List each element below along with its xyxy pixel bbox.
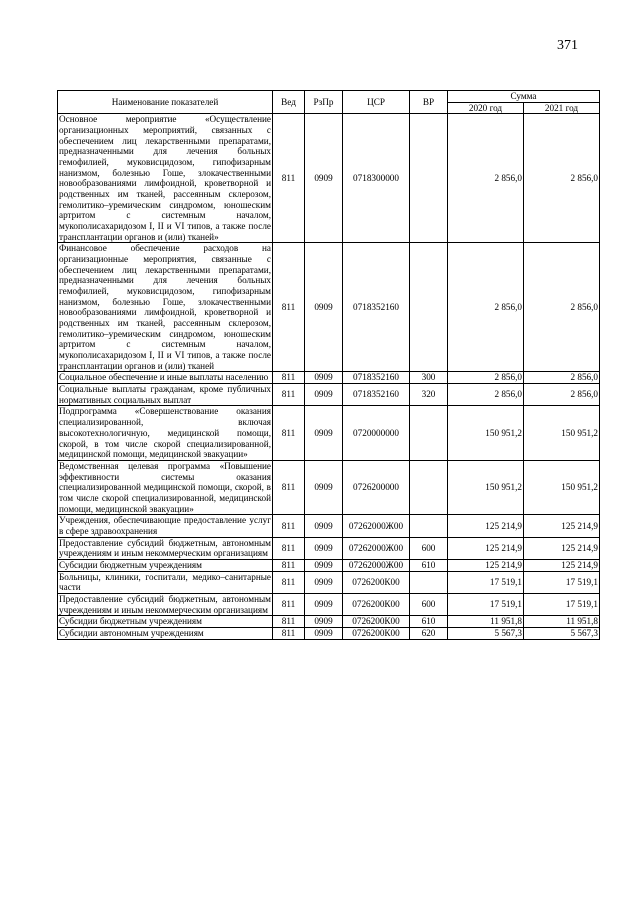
cell-2020: 2 856,0 <box>448 114 524 243</box>
cell-2020: 2 856,0 <box>448 372 524 384</box>
cell-rzpr: 0909 <box>305 460 343 514</box>
cell-csr: 0720000000 <box>343 406 410 460</box>
header-vr: ВР <box>410 91 448 114</box>
cell-name: Подпрограмма «Совершенствование оказания специализированной, включая высокотехнологичную, медицинской помощи, скорой, в том числе скорой специализированной, медицинской помощи, медицинской эвакуации» <box>59 406 271 460</box>
cell-vr <box>410 515 448 537</box>
page-number: 371 <box>557 38 578 53</box>
cell-csr: 0726200К00 <box>343 593 410 615</box>
header-name: Наименование показателей <box>58 91 273 114</box>
cell-2021: 2 856,0 <box>524 114 600 243</box>
cell-rzpr: 0909 <box>305 537 343 559</box>
cell-rzpr: 0909 <box>305 384 343 406</box>
cell-vr <box>410 243 448 372</box>
cell-csr: 0726200К00 <box>343 627 410 639</box>
header-ved: Вед <box>273 91 305 114</box>
header-sum: Сумма <box>448 91 600 103</box>
cell-2020: 125 214,9 <box>448 515 524 537</box>
cell-csr: 0726200000 <box>343 460 410 514</box>
cell-name: Больницы, клиники, госпитали, медико–санитарные части <box>59 571 271 593</box>
cell-name: Ведомственная целевая программа «Повышение эффективности системы оказания специализированной медицинской помощи, скорой, в том числе скорой специализированной, медицинской помощи, медицинской эвакуации» <box>59 460 271 514</box>
cell-2021: 125 214,9 <box>524 559 600 571</box>
cell-2020: 125 214,9 <box>448 537 524 559</box>
cell-ved: 811 <box>273 406 305 460</box>
cell-rzpr: 0909 <box>305 114 343 243</box>
cell-name: Социальное обеспечение и иные выплаты населению <box>58 372 273 384</box>
cell-ved: 811 <box>273 460 305 514</box>
cell-name: Основное мероприятие «Осуществление организационных мероприятий, связанных с обеспечением лиц лекарственными препаратами, предназначенными для лечения больных гемофилией, муковисцидозом, гипофизарным нанизмом, болезнью Гоше, злокачественными новообразованиями лимфоидной, кроветворной и родственных им тканей, рассеянным склерозом, гемолитико–уремическим синдромом, юношеским артритом с системным началом, мукополисахаридозом I, II и VI типов, а также после трансплантации органов и (или) тканей» <box>59 114 271 242</box>
table-row <box>58 406 600 460</box>
cell-ved: 811 <box>273 372 305 384</box>
table-row <box>58 384 600 406</box>
cell-2020: 17 519,1 <box>448 571 524 593</box>
cell-2020: 2 856,0 <box>448 243 524 372</box>
cell-name: Субсидии автономным учреждениям <box>58 627 273 639</box>
cell-vr: 610 <box>410 616 448 628</box>
cell-ved: 811 <box>273 384 305 406</box>
cell-csr: 07262000Ж00 <box>343 515 410 537</box>
cell-2020: 150 951,2 <box>448 406 524 460</box>
cell-name: Субсидии бюджетным учреждениям <box>58 616 273 628</box>
cell-2020: 125 214,9 <box>448 559 524 571</box>
header-year-2020: 2020 год <box>448 102 524 114</box>
cell-csr: 0726200К00 <box>343 571 410 593</box>
cell-2021: 5 567,3 <box>524 627 600 639</box>
cell-csr: 0718352160 <box>343 243 410 372</box>
cell-2021: 2 856,0 <box>524 384 600 406</box>
cell-rzpr: 0909 <box>305 571 343 593</box>
cell-vr <box>410 114 448 243</box>
cell-vr: 610 <box>410 559 448 571</box>
cell-ved: 811 <box>273 114 305 243</box>
cell-2021: 2 856,0 <box>524 243 600 372</box>
cell-name: Предоставление субсидий бюджетным, автономным учреждениям и иным некоммерческим организациям <box>59 593 271 615</box>
cell-csr: 0718300000 <box>343 114 410 243</box>
cell-2020: 11 951,8 <box>448 616 524 628</box>
cell-vr: 620 <box>410 627 448 639</box>
table-row <box>58 593 600 615</box>
header-csr: ЦСР <box>343 91 410 114</box>
cell-vr: 600 <box>410 593 448 615</box>
cell-name: Предоставление субсидий бюджетным, автономным учреждениям и иным некоммерческим организациям <box>59 537 271 559</box>
cell-csr: 0718352160 <box>343 372 410 384</box>
cell-ved: 811 <box>273 571 305 593</box>
table-row <box>58 372 600 384</box>
table-row <box>58 515 600 537</box>
cell-ved: 811 <box>273 559 305 571</box>
cell-vr: 300 <box>410 372 448 384</box>
cell-rzpr: 0909 <box>305 372 343 384</box>
cell-rzpr: 0909 <box>305 559 343 571</box>
table-row <box>58 460 600 514</box>
cell-rzpr: 0909 <box>305 243 343 372</box>
cell-rzpr: 0909 <box>305 627 343 639</box>
cell-name: Учреждения, обеспечивающие предоставление услуг в сфере здравоохранения <box>59 515 271 536</box>
cell-rzpr: 0909 <box>305 406 343 460</box>
cell-vr <box>410 406 448 460</box>
cell-2020: 17 519,1 <box>448 593 524 615</box>
cell-rzpr: 0909 <box>305 515 343 537</box>
cell-2021: 125 214,9 <box>524 515 600 537</box>
cell-vr <box>410 460 448 514</box>
table-body <box>58 114 600 639</box>
cell-2021: 17 519,1 <box>524 571 600 593</box>
cell-vr <box>410 571 448 593</box>
cell-2021: 125 214,9 <box>524 537 600 559</box>
table-row <box>58 559 600 571</box>
cell-rzpr: 0909 <box>305 593 343 615</box>
table-row <box>58 627 600 639</box>
cell-2020: 150 951,2 <box>448 460 524 514</box>
cell-ved: 811 <box>273 593 305 615</box>
cell-2020: 2 856,0 <box>448 384 524 406</box>
table-row <box>58 616 600 628</box>
cell-name: Субсидии бюджетным учреждениям <box>58 559 273 571</box>
cell-ved: 811 <box>273 537 305 559</box>
cell-csr: 07262000Ж00 <box>343 537 410 559</box>
cell-2021: 11 951,8 <box>524 616 600 628</box>
cell-ved: 811 <box>273 616 305 628</box>
cell-csr: 0718352160 <box>343 384 410 406</box>
header-rzpr: РзПр <box>305 91 343 114</box>
cell-name: Финансовое обеспечение расходов на организационные мероприятия, связанные с обеспечением лиц лекарственными препаратами, предназначенными для лечения больных гемофилией, муковисцидозом, гипофизарным нанизмом, болезнью Гоше, злокачественными новообразованиями лимфоидной, кроветворной и родственных им тканей, рассеянным склерозом, гемолитико–уремическим синдромом, юношеским артритом с системным началом, мукополисахаридозом I, II и VI типов, а также после трансплантации органов и (или) тканей <box>59 243 271 371</box>
cell-2021: 17 519,1 <box>524 593 600 615</box>
cell-2021: 2 856,0 <box>524 372 600 384</box>
cell-ved: 811 <box>273 515 305 537</box>
header-year-2021: 2021 год <box>524 102 600 114</box>
cell-2020: 5 567,3 <box>448 627 524 639</box>
cell-csr: 07262000Ж00 <box>343 559 410 571</box>
table-row <box>58 571 600 593</box>
table-row <box>58 243 600 372</box>
cell-vr: 600 <box>410 537 448 559</box>
table-row <box>58 537 600 559</box>
cell-ved: 811 <box>273 243 305 372</box>
cell-2021: 150 951,2 <box>524 460 600 514</box>
table-row <box>58 114 600 243</box>
cell-rzpr: 0909 <box>305 616 343 628</box>
cell-name: Социальные выплаты гражданам, кроме публичных нормативных социальных выплат <box>59 384 271 405</box>
cell-vr: 320 <box>410 384 448 406</box>
budget-table <box>57 90 600 640</box>
cell-2021: 150 951,2 <box>524 406 600 460</box>
cell-ved: 811 <box>273 627 305 639</box>
cell-csr: 0726200К00 <box>343 616 410 628</box>
